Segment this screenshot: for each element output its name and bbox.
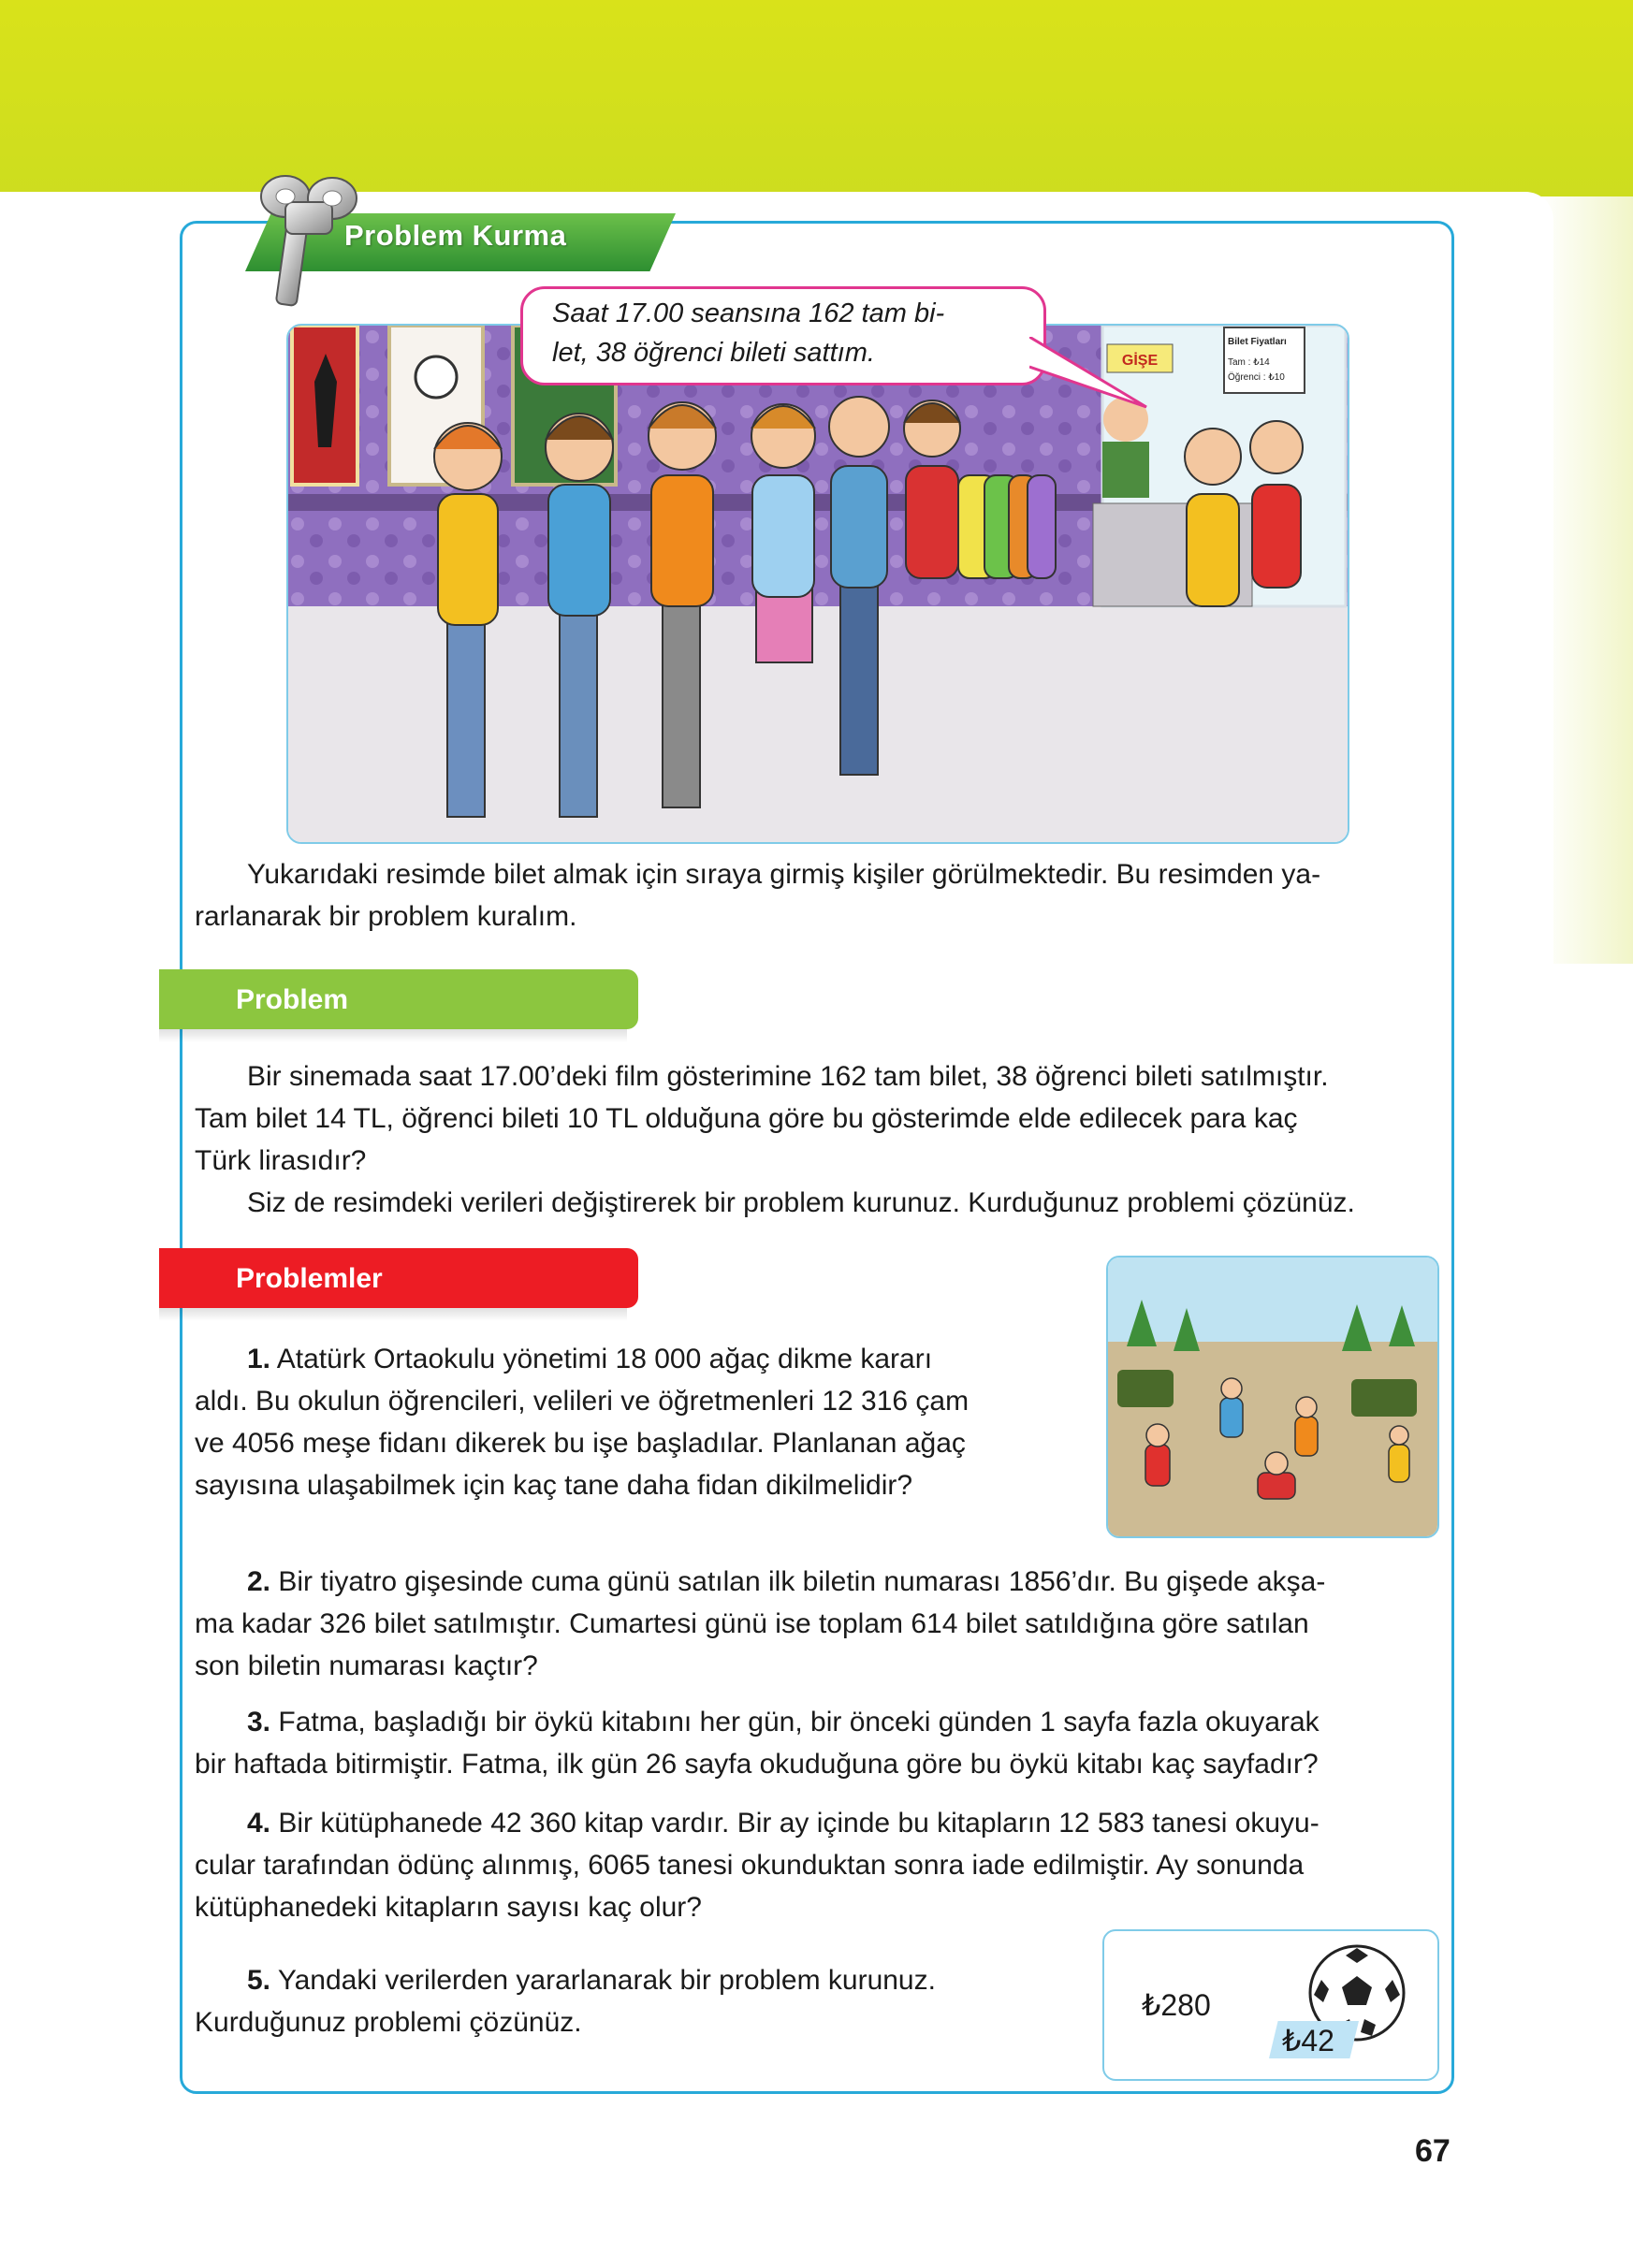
problems-tab: [159, 1248, 638, 1308]
problem-line-4: Siz de resimdeki verileri değiştirerek bir problem kurunuz. Kurduğunuz problemi çözünüz.: [247, 1187, 1355, 1218]
problem-1-number: 1.: [247, 1344, 271, 1374]
top-color-band: [0, 0, 1633, 196]
intro-line-2: rarlanarak bir problem kuralım.: [195, 901, 577, 932]
problem-line-1: Bir sinemada saat 17.00’deki film gösterimine 162 tam bilet, 38 öğrenci bileti satılmıştır.: [247, 1061, 1329, 1092]
problem-2-line-2: ma kadar 326 bilet satılmıştır. Cumartesi günü ise toplam 614 bilet satıldığına göre satılan: [195, 1608, 1309, 1639]
price-280: ₺280: [1142, 1988, 1211, 2022]
problem-5: [195, 1959, 1093, 2043]
intro-paragraph: [195, 853, 1437, 938]
problem-2: [195, 1561, 1437, 1687]
problem-paragraph: [195, 1055, 1437, 1224]
problems-tab-label: Problemler: [236, 1263, 383, 1294]
problem-4-line-2: cular tarafından ödünç alınmış, 6065 tanesi okunduktan sonra iade edilmiştir. Ay sonunda: [195, 1850, 1305, 1881]
problem-3-line-2: bir haftada bitirmiştir. Fatma, ilk gün 26 sayfa okuduğuna göre bu öykü kitabı kaç sayfadır?: [195, 1749, 1319, 1780]
problem-line-3: Türk lirasıdır?: [195, 1145, 367, 1176]
problem-3-line-1: Fatma, başladığı bir öykü kitabını her gün, bir önceki günden 1 sayfa fazla okuyarak: [278, 1707, 1320, 1737]
tree-planting-illustration: [1106, 1256, 1439, 1538]
problem-5-number: 5.: [247, 1965, 271, 1996]
problem-3-number: 3.: [247, 1707, 271, 1737]
problem-tab: [159, 969, 638, 1029]
problem-5-line-1: Yandaki verilerden yararlanarak bir problem kurunuz.: [277, 1965, 936, 1996]
problem-3: [195, 1701, 1437, 1785]
speech-line-2: let, 38 öğrenci bileti sattım.: [552, 338, 875, 368]
problem-4-number: 4.: [247, 1808, 271, 1839]
page-number: 67: [1415, 2133, 1451, 2169]
speech-line-1: Saat 17.00 seansına 162 tam bi-: [552, 298, 945, 328]
problem-4-line-1: Bir kütüphanede 42 360 kitap vardır. Bir ay içinde bu kitapların 12 583 tanesi okuyu-: [278, 1808, 1320, 1839]
problem-1: [195, 1338, 1052, 1506]
booth-sign: GİŞE: [1121, 353, 1159, 369]
price-board-student: Öğrenci : ₺10: [1228, 372, 1285, 383]
problem-4: [195, 1802, 1437, 1928]
problem-2-line-3: son biletin numarası kaçtır?: [195, 1650, 538, 1681]
section-title: Problem Kurma: [344, 219, 567, 252]
price-board-full: Tam : ₺14: [1228, 357, 1270, 368]
problem-4-line-3: kütüphanedeki kitapların sayısı kaç olur?: [195, 1892, 702, 1923]
cinema-queue-illustration: [286, 324, 1349, 844]
problem-1-line-2: aldı. Bu okulun öğrencileri, velileri ve öğretmenleri 12 316 çam: [195, 1386, 970, 1417]
speech-bubble-text: [552, 294, 1020, 372]
price-42: ₺42: [1282, 2024, 1334, 2057]
intro-line-1: Yukarıdaki resimde bilet almak için sıraya girmiş kişiler görülmektedir. Bu resimden ya-: [247, 859, 1321, 890]
problem-2-line-1: Bir tiyatro gişesinde cuma günü satılan ilk biletin numarası 1856’dır. Bu gişede akşa-: [278, 1566, 1326, 1597]
problem-2-number: 2.: [247, 1566, 271, 1597]
speech-bubble-tail: [1029, 337, 1151, 412]
problem-1-line-1: Atatürk Ortaokulu yönetimi 18 000 ağaç dikme kararı: [276, 1344, 933, 1374]
problem-line-2: Tam bilet 14 TL, öğrenci bileti 10 TL olduğuna göre bu gösterimde elde edilecek para kaç: [195, 1103, 1298, 1134]
problem-1-line-4: sayısına ulaşabilmek için kaç tane daha fidan dikilmelidir?: [195, 1470, 913, 1501]
problem-tab-label: Problem: [236, 984, 349, 1015]
problem-1-line-3: ve 4056 meşe fidanı dikerek bu işe başladılar. Planlanan ağaç: [195, 1428, 966, 1459]
problem-5-line-2: Kurduğunuz problemi çözünüz.: [195, 2007, 582, 2038]
price-board-title: Bilet Fiyatları: [1228, 337, 1287, 347]
right-color-band: [1539, 196, 1633, 964]
